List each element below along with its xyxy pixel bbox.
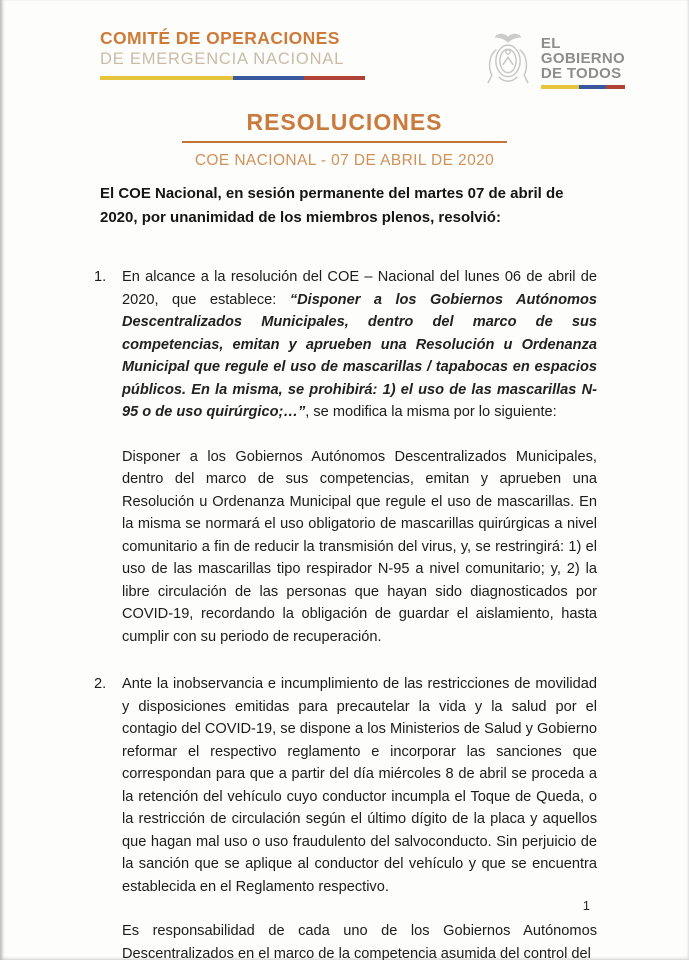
item-number: 2.	[94, 676, 107, 692]
resolution-item-1	[94, 266, 597, 648]
government-slogan	[541, 30, 625, 89]
item-body	[122, 266, 597, 648]
flag-blue-segment	[233, 76, 305, 80]
org-name-line2: DE EMERGENCIA NACIONAL	[100, 50, 345, 68]
item-number: 1.	[94, 269, 107, 285]
government-logo-block	[481, 30, 625, 95]
resolution-1-paragraph-1	[122, 266, 597, 424]
document-header	[0, 0, 689, 95]
ecuador-flag-bar	[100, 76, 365, 80]
gov-slogan-line1: EL	[540, 35, 561, 52]
ecuador-coat-of-arms-icon	[481, 30, 535, 95]
coe-logo-block	[100, 28, 368, 80]
gov-slogan-line3: DE TODOS	[540, 65, 622, 82]
flag-yellow-segment	[541, 85, 579, 89]
flag-blue-segment	[579, 85, 607, 89]
intro-paragraph: El COE Nacional, en sesión permanente del martes 07 de abril de 2020, por unanimidad de los miembros plenos, resolvió:	[100, 185, 564, 226]
resolution-2-paragraph-1: Ante la inobservancia e incumplimiento de las restricciones de movilidad y disposiciones emitidas para precautelar la vida y la salud por el contagio del COVID-19, se dispone a los Ministerios de Salud y Gobierno reformar el respectivo reglamento e incorporar las sanciones que correspondan para que a partir del día miércoles 8 de abril se proceda a la retención del vehículo cuyo conductor incumpla el Toque de Queda, o la restricción de circulación según el último dígito de la placa y aquellos que hagan mal uso o uso fraudulento del salvoconducto. Sin perjuicio de la sanción que se aplique al conductor del vehículo y que se encuentra establecida en el Reglamento respectivo.	[122, 676, 597, 895]
resolution-list	[94, 266, 597, 960]
org-name-line1: COMITÉ DE OPERACIONES	[100, 28, 340, 48]
flag-red-segment	[304, 76, 365, 80]
document-subtitle: COE NACIONAL - 07 DE ABRIL DE 2020	[194, 152, 495, 169]
resolution-1-paragraph-2: Disponer a los Gobiernos Autónomos Descentralizados Municipales, dentro del marco de sus competencias, emitan y aprueben una Resolución u Ordenanza Municipal que regule el uso de mascarillas. En la misma se normará el uso obligatorio de mascarillas quirúrgicas a nivel comunitario a fin de reducir la transmisión del virus, y, se restringirá: 1) el uso de las mascarillas tipo respirador N-95 a nivel comunitario; y, 2) la libre circulación de las personas que hayan sido diagnosticados por COVID-19, recordando la obligación de guardar el aislamiento, hasta cumplir con su periodo de recuperación.	[122, 448, 597, 645]
resolution-1-lead: En alcance a la resolución del COE – Nacional del lunes 06 de abril de 2020, que establece:	[122, 269, 597, 308]
flag-yellow-segment	[100, 76, 233, 80]
ecuador-flag-bar-small	[541, 85, 625, 89]
flag-red-segment	[606, 85, 624, 89]
resolution-1-tail: , se modifica la misma por lo siguiente:	[305, 404, 557, 420]
resolution-1-quote: “Disponer a los Gobiernos Autónomos Descentralizados Municipales, dentro del marco de sus competencias, emitan y aprueben una Resolución u Ordenanza Municipal que regule el uso de mascarillas / tapabocas en espacios públicos. En la misma, se prohibirá: 1) el uso de las mascarillas N-95 o de uso quirúrgico;…”	[122, 291, 598, 420]
resolution-2-paragraph-2: Es responsabilidad de cada uno de los Gobiernos Autónomos Descentralizados en el marco de la competencia asumida del control del	[122, 923, 597, 960]
gov-slogan-line2: GOBIERNO	[540, 50, 625, 67]
page-number: 1	[582, 898, 590, 913]
item-body	[122, 673, 597, 960]
resolution-item-2	[94, 673, 597, 960]
document-title: RESOLUCIONES	[182, 109, 506, 143]
